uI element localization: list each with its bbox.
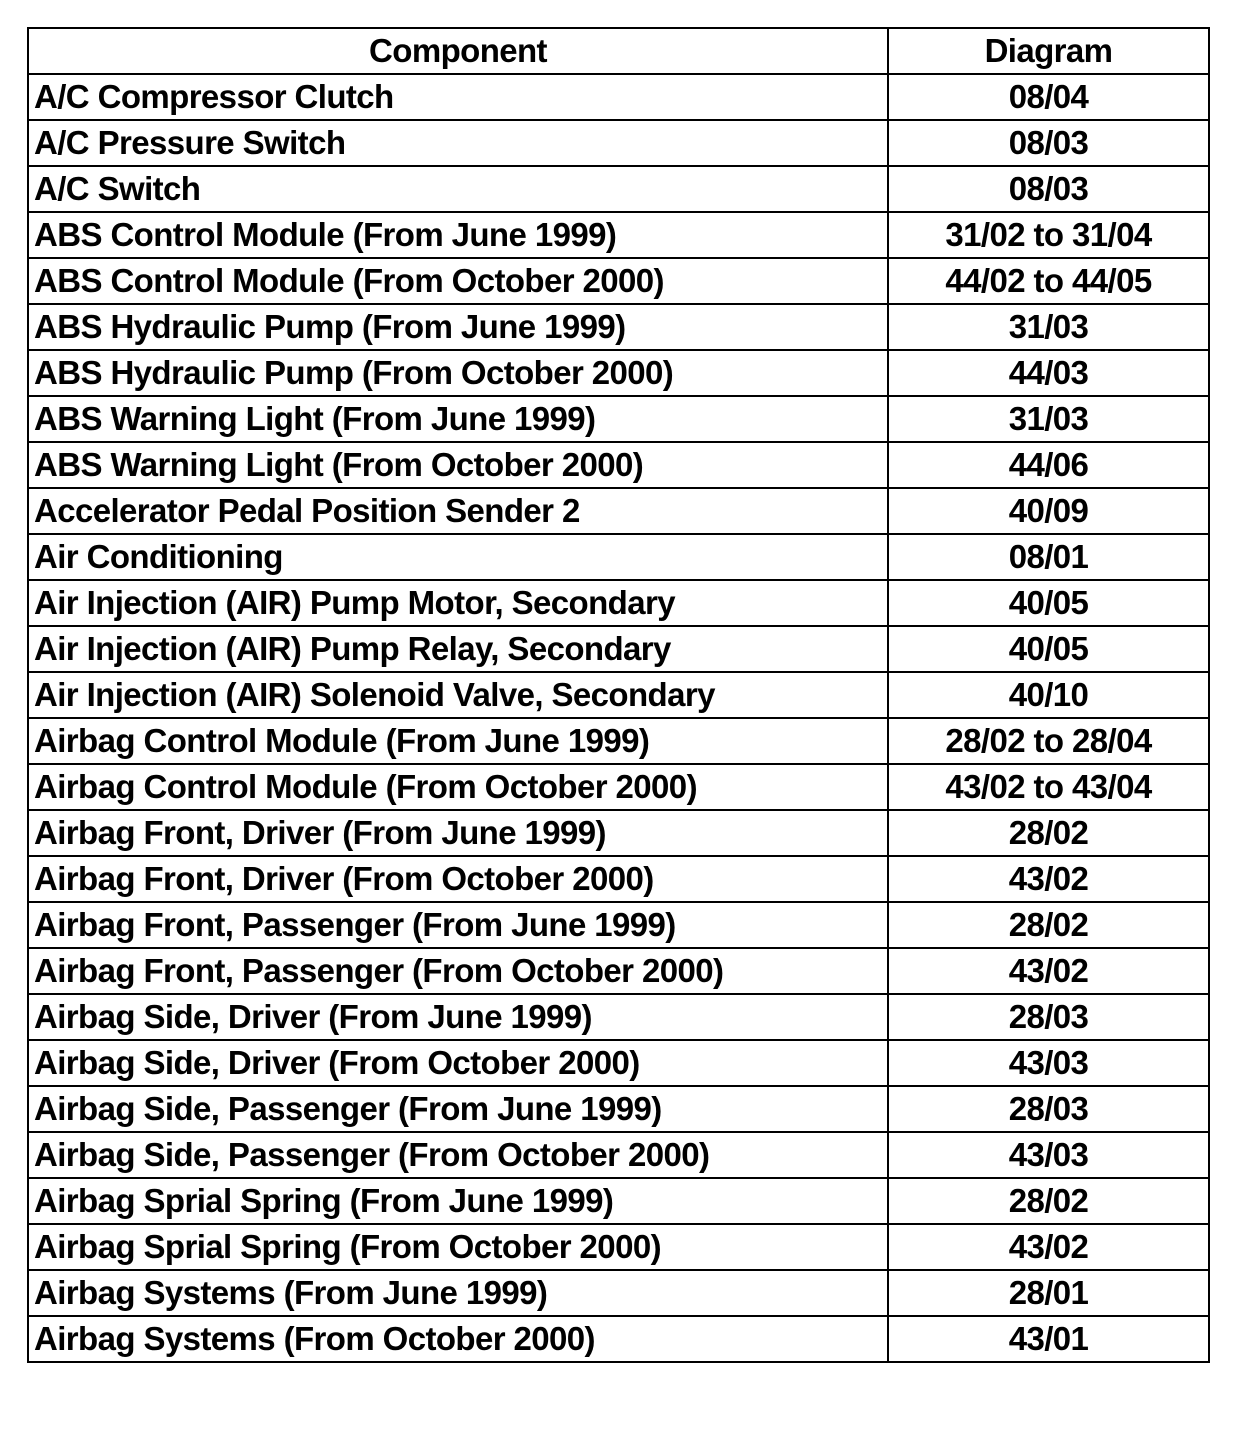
diagram-cell: 40/05 xyxy=(888,626,1209,672)
component-index-table xyxy=(27,27,1210,1363)
diagram-cell: 28/01 xyxy=(888,1270,1209,1316)
component-cell: Airbag Sprial Spring (From June 1999) xyxy=(28,1178,888,1224)
table-row xyxy=(28,1132,1209,1178)
diagram-cell: 28/02 to 28/04 xyxy=(888,718,1209,764)
diagram-cell: 43/01 xyxy=(888,1316,1209,1362)
table-row xyxy=(28,1086,1209,1132)
diagram-cell: 43/03 xyxy=(888,1132,1209,1178)
diagram-cell: 43/02 xyxy=(888,856,1209,902)
table-row xyxy=(28,764,1209,810)
diagram-cell: 43/02 xyxy=(888,1224,1209,1270)
table-row xyxy=(28,304,1209,350)
table-row xyxy=(28,74,1209,120)
component-cell: ABS Hydraulic Pump (From October 2000) xyxy=(28,350,888,396)
component-cell: Airbag Front, Driver (From October 2000) xyxy=(28,856,888,902)
component-cell: Airbag Control Module (From October 2000) xyxy=(28,764,888,810)
diagram-cell: 28/02 xyxy=(888,1178,1209,1224)
diagram-cell: 28/02 xyxy=(888,902,1209,948)
table-row xyxy=(28,902,1209,948)
diagram-cell: 44/02 to 44/05 xyxy=(888,258,1209,304)
diagram-cell: 43/03 xyxy=(888,1040,1209,1086)
table-row xyxy=(28,856,1209,902)
component-cell: Airbag Front, Passenger (From October 2000) xyxy=(28,948,888,994)
table-row xyxy=(28,672,1209,718)
column-header-component: Component xyxy=(28,28,888,74)
diagram-cell: 40/09 xyxy=(888,488,1209,534)
table-row xyxy=(28,396,1209,442)
table-row xyxy=(28,166,1209,212)
diagram-cell: 44/03 xyxy=(888,350,1209,396)
diagram-cell: 28/03 xyxy=(888,994,1209,1040)
component-cell: ABS Hydraulic Pump (From June 1999) xyxy=(28,304,888,350)
component-cell: ABS Warning Light (From June 1999) xyxy=(28,396,888,442)
component-cell: Airbag Side, Passenger (From October 2000) xyxy=(28,1132,888,1178)
header-row xyxy=(28,28,1209,74)
component-cell: Air Conditioning xyxy=(28,534,888,580)
diagram-cell: 43/02 to 43/04 xyxy=(888,764,1209,810)
table-row xyxy=(28,258,1209,304)
table-row xyxy=(28,442,1209,488)
table-row xyxy=(28,626,1209,672)
diagram-cell: 31/03 xyxy=(888,304,1209,350)
table-row xyxy=(28,1316,1209,1362)
table-row xyxy=(28,350,1209,396)
table-body xyxy=(28,74,1209,1362)
diagram-cell: 40/05 xyxy=(888,580,1209,626)
component-cell: ABS Control Module (From June 1999) xyxy=(28,212,888,258)
component-cell: Airbag Front, Passenger (From June 1999) xyxy=(28,902,888,948)
table-row xyxy=(28,994,1209,1040)
diagram-cell: 44/06 xyxy=(888,442,1209,488)
component-cell: Airbag Side, Driver (From October 2000) xyxy=(28,1040,888,1086)
diagram-cell: 40/10 xyxy=(888,672,1209,718)
diagram-cell: 31/02 to 31/04 xyxy=(888,212,1209,258)
diagram-cell: 08/01 xyxy=(888,534,1209,580)
table-row xyxy=(28,1178,1209,1224)
table-row xyxy=(28,810,1209,856)
diagram-cell: 08/04 xyxy=(888,74,1209,120)
diagram-cell: 43/02 xyxy=(888,948,1209,994)
table-row xyxy=(28,534,1209,580)
table-row xyxy=(28,212,1209,258)
component-cell: Air Injection (AIR) Pump Motor, Secondary xyxy=(28,580,888,626)
table-row xyxy=(28,718,1209,764)
table-row xyxy=(28,580,1209,626)
component-cell: Airbag Front, Driver (From June 1999) xyxy=(28,810,888,856)
component-cell: A/C Pressure Switch xyxy=(28,120,888,166)
diagram-cell: 08/03 xyxy=(888,120,1209,166)
component-cell: ABS Warning Light (From October 2000) xyxy=(28,442,888,488)
component-cell: Airbag Systems (From June 1999) xyxy=(28,1270,888,1316)
table-row xyxy=(28,1270,1209,1316)
component-cell: Airbag Sprial Spring (From October 2000) xyxy=(28,1224,888,1270)
table-row xyxy=(28,488,1209,534)
component-cell: A/C Switch xyxy=(28,166,888,212)
component-cell: Airbag Side, Passenger (From June 1999) xyxy=(28,1086,888,1132)
component-cell: Air Injection (AIR) Solenoid Valve, Secondary xyxy=(28,672,888,718)
component-cell: Airbag Side, Driver (From June 1999) xyxy=(28,994,888,1040)
table-row xyxy=(28,1040,1209,1086)
column-header-diagram: Diagram xyxy=(888,28,1209,74)
table-row xyxy=(28,948,1209,994)
component-cell: ABS Control Module (From October 2000) xyxy=(28,258,888,304)
component-cell: Accelerator Pedal Position Sender 2 xyxy=(28,488,888,534)
component-cell: Airbag Control Module (From June 1999) xyxy=(28,718,888,764)
table-row xyxy=(28,1224,1209,1270)
table-row xyxy=(28,120,1209,166)
component-cell: A/C Compressor Clutch xyxy=(28,74,888,120)
diagram-cell: 08/03 xyxy=(888,166,1209,212)
diagram-cell: 28/03 xyxy=(888,1086,1209,1132)
component-cell: Airbag Systems (From October 2000) xyxy=(28,1316,888,1362)
diagram-cell: 31/03 xyxy=(888,396,1209,442)
component-cell: Air Injection (AIR) Pump Relay, Secondary xyxy=(28,626,888,672)
diagram-cell: 28/02 xyxy=(888,810,1209,856)
